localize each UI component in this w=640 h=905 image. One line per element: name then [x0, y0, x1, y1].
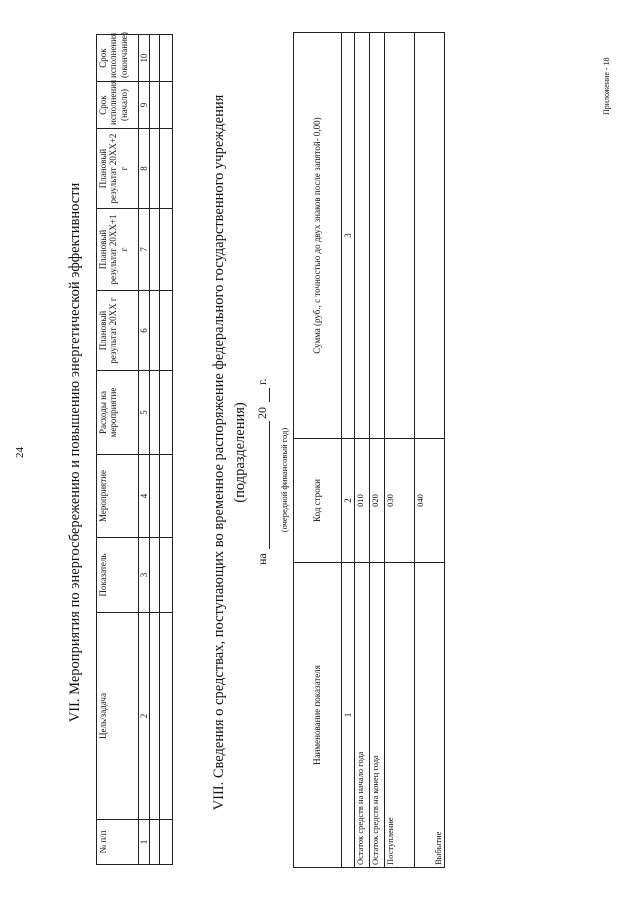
- period-na-label: на: [255, 553, 269, 565]
- row-code-receipts: 030: [385, 439, 415, 563]
- period-blank-line: [269, 421, 270, 549]
- period-caption: (очередной финансовый год): [279, 427, 289, 533]
- appendix-label: Приложение - 18: [602, 57, 611, 115]
- column-number-row: [139, 35, 150, 865]
- empty-row: [150, 35, 160, 865]
- row-code-disposals: 040: [415, 439, 445, 563]
- col-num-9: 9: [139, 82, 150, 129]
- row-code-end-balance: 020: [370, 439, 385, 563]
- col-num-1: 1: [139, 820, 150, 865]
- row-label-receipts: Поступление: [385, 563, 415, 868]
- col-header-measure: Мероприятие: [97, 455, 139, 538]
- column-number-row: [342, 33, 355, 868]
- row-label-disposals: Выбытие: [415, 563, 445, 868]
- empty-row: [160, 35, 173, 865]
- col-num-5: 5: [139, 371, 150, 455]
- col-num-3: 3: [139, 538, 150, 613]
- col-header-indicator: Показатель: [97, 538, 139, 613]
- section-8-subtitle: (подразделения): [232, 402, 248, 503]
- period-line: [253, 355, 275, 565]
- col-header-deadline-start: Срок исполнения (начало): [97, 82, 139, 129]
- table-row: [385, 33, 415, 868]
- row-amount-start-balance: [355, 33, 370, 439]
- col-header-amount: Сумма (руб., с точностью до двух знаков после запятой- 0,00): [294, 33, 342, 439]
- col-header-goal: Цель/задача: [97, 613, 139, 820]
- col-header-deadline-end: Срок исполнения (окончание): [97, 35, 139, 82]
- col-num-10: 10: [139, 35, 150, 82]
- section-8-title: VIII. Сведения о средствах, поступающих во временное распоряжение федерального государственного учреждения: [211, 94, 227, 811]
- col-num-4: 4: [139, 455, 150, 538]
- table-row: [415, 33, 445, 868]
- col-num-1: 1: [342, 563, 355, 868]
- col-num-6: 6: [139, 291, 150, 371]
- period-year-blank: [269, 388, 270, 402]
- col-header-result-y0: Плановый результат 20XX г: [97, 291, 139, 371]
- col-num-2: 2: [139, 613, 150, 820]
- funds-table: [293, 32, 445, 868]
- col-header-result-y2: Плановый результат 20XX+2 г: [97, 129, 139, 209]
- row-label-start-balance: Остаток средств на начало года: [355, 563, 370, 868]
- col-num-8: 8: [139, 129, 150, 209]
- row-label-end-balance: Остаток средств на конец года: [370, 563, 385, 868]
- table-row: [370, 33, 385, 868]
- row-code-start-balance: 010: [355, 439, 370, 563]
- row-amount-disposals: [415, 33, 445, 439]
- col-header-number: № п/п: [97, 820, 139, 865]
- table-header-row: [97, 35, 139, 865]
- col-header-result-y1: Плановый результат 20XX+1 г: [97, 209, 139, 291]
- table-header-row: [294, 33, 342, 868]
- col-num-3: 3: [342, 33, 355, 439]
- row-amount-end-balance: [370, 33, 385, 439]
- section-7-title: VII. Мероприятия по энергосбережению и повышению энергетической эффективности: [67, 182, 83, 723]
- page-number: 24: [14, 447, 26, 458]
- period-year-prefix: 20: [255, 407, 269, 419]
- row-amount-receipts: [385, 33, 415, 439]
- period-year-suffix: г.: [255, 378, 269, 385]
- col-header-indicator-name: Наименование показателя: [294, 563, 342, 868]
- energy-measures-table: [96, 34, 173, 865]
- col-header-line-code: Код строки: [294, 439, 342, 563]
- table-row: [355, 33, 370, 868]
- col-num-2: 2: [342, 439, 355, 563]
- col-num-7: 7: [139, 209, 150, 291]
- col-header-expenses: Расходы на мероприятие: [97, 371, 139, 455]
